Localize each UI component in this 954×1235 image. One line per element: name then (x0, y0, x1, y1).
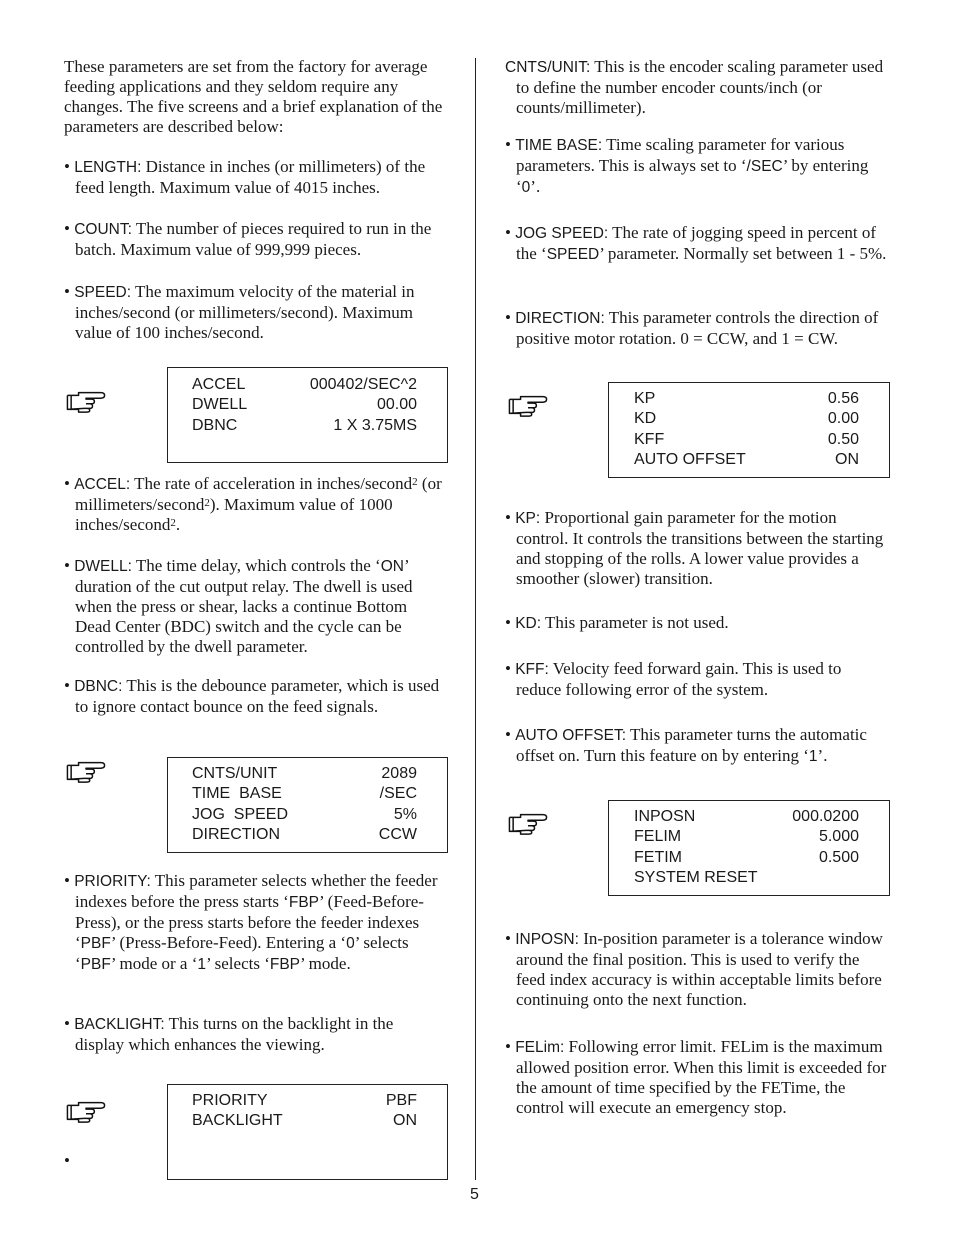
param-direction: • DIRECTION: This parameter controls the direction of positive motor rotation. 0 = CCW, and 1 = CW. (505, 308, 879, 348)
param-key: AUTO OFFSET: (515, 727, 627, 744)
display-screen-accel (167, 367, 448, 463)
param-inposn: • INPOSN: In-position parameter is a tolerance window around the final position. This is used to verify the feed index accuracy is within acceptable limits before continuing onto the next function. (505, 929, 883, 1009)
param-key: DIRECTION: (515, 310, 605, 327)
param-count: • COUNT: The number of pieces required to run in the batch. Maximum value of 999,999 pieces. (64, 219, 432, 259)
screen-row (634, 868, 859, 888)
column-divider (475, 58, 476, 1180)
param-kd: • KD: This parameter is not used. (505, 613, 729, 632)
stray-bullet: • (64, 1151, 70, 1170)
screen-row (192, 825, 417, 845)
param-key: PRIORITY: (74, 873, 151, 890)
screen-row (192, 1111, 417, 1131)
param-key: COUNT: (74, 221, 132, 238)
screen-row (634, 807, 859, 827)
intro-paragraph: These parameters are set from the factory for average feeding applications and they seldom require any changes. The five screens and a brief explanation of the parameters are described below: (64, 57, 443, 136)
screen-label: PRIORITY (192, 1092, 268, 1109)
screen-value: 0.500 (818, 848, 859, 866)
screen-label: TIME BASE (192, 785, 282, 803)
param-auto-offset: • AUTO OFFSET: This parameter turns the automatic offset on. Turn this feature on by entering ‘1’. (505, 725, 867, 765)
pointing-hand-icon (506, 810, 550, 836)
screen-value: 0.50 (827, 430, 859, 448)
screen-value: 1 X 3.75MS (333, 416, 417, 434)
screen-label: KFF (634, 430, 665, 448)
param-key: FELim: (515, 1039, 565, 1056)
param-cnts-unit: CNTS/UNIT: This is the encoder scaling parameter used to define the number encoder counts/inch (or counts/millimeter). (505, 57, 884, 117)
screen-label: KP (634, 390, 656, 407)
param-speed: • SPEED: The maximum velocity of the material in inches/second (or millimeters/second). Maximum value of 100 inches/second. (64, 282, 415, 342)
param-key: SPEED: (74, 284, 132, 301)
screen-row (192, 375, 417, 395)
param-backlight: • BACKLIGHT: This turns on the backlight in the display which enhances the viewing. (64, 1014, 394, 1054)
screen-value: ON (835, 450, 859, 468)
screen-value: 0.56 (827, 390, 859, 407)
screen-label: KD (634, 410, 657, 428)
screen-value: 2089 (381, 765, 417, 782)
screen-label: DBNC (192, 416, 238, 434)
display-screen-encoder (167, 757, 448, 853)
param-key: ACCEL: (74, 476, 131, 493)
screen-label: AUTO OFFSET (634, 450, 746, 468)
param-kp: • KP: Proportional gain parameter for the motion control. It controls the transitions between the starting and stopping of the rolls. A lower value provides a smoother (slower) transition. (505, 508, 884, 588)
screen-row (634, 389, 859, 409)
pointing-hand-icon (64, 758, 108, 784)
param-time-base: • TIME BASE: Time scaling parameter for various parameters. This is always set to ‘/SEC’ by entering ‘0’. (505, 135, 869, 196)
param-kff: • KFF: Velocity feed forward gain. This is used to reduce following error of the system. (505, 659, 842, 699)
display-screen-position (608, 800, 890, 896)
screen-value: 5.000 (818, 828, 859, 846)
param-key: JOG SPEED: (515, 225, 609, 242)
screen-row (192, 805, 417, 825)
screen-row (634, 450, 859, 470)
screen-label: BACKLIGHT (192, 1112, 283, 1130)
param-jog-speed: • JOG SPEED: The rate of jogging speed in percent of the ‘SPEED’ parameter. Normally set between 1 - 5%. (505, 223, 887, 263)
param-key: KFF: (515, 661, 549, 678)
screen-value: 000.0200 (792, 808, 859, 825)
screen-label: DWELL (192, 396, 248, 414)
param-key: KP: (515, 510, 541, 527)
param-key: TIME BASE: (515, 137, 603, 154)
screen-row (634, 430, 859, 450)
param-key: KD: (515, 615, 542, 632)
screen-label: SYSTEM RESET (634, 868, 758, 886)
screen-label: FELIM (634, 828, 682, 846)
screen-label: CNTS/UNIT (192, 765, 278, 782)
param-length: • LENGTH: Distance in inches (or millimeters) of the feed length. Maximum value of 4015 inches. (64, 157, 426, 197)
param-felim: • FELim: Following error limit. FELim is the maximum allowed position error. When this limit is exceeded for the amount of time specified by the FETime, the control will execute an emergency stop. (505, 1037, 887, 1117)
pointing-hand-icon (64, 388, 108, 414)
screen-value: /SEC (379, 785, 417, 803)
param-key: LENGTH: (74, 159, 142, 176)
screen-row (192, 416, 417, 436)
param-key: DBNC: (74, 678, 123, 695)
screen-label: INPOSN (634, 808, 696, 825)
param-priority: • PRIORITY: This parameter selects whether the feeder indexes before the press starts ‘FBP’ (Feed-Before-Press), or the press starts before the feeder indexes ‘PBF’ (Press-Before-Feed). Entering a ‘0’ selects ‘PBF’ mode or a ‘1’ selects ‘FBP’ mode. (64, 871, 438, 973)
screen-row (192, 764, 417, 784)
screen-value: 000402/SEC^2 (309, 376, 417, 393)
screen-label: JOG SPEED (192, 805, 289, 823)
screen-value: PBF (385, 1092, 417, 1109)
screen-value: 5% (393, 805, 417, 823)
param-key: DWELL: (74, 558, 132, 575)
pointing-hand-icon (506, 392, 550, 418)
screen-value: CCW (378, 825, 417, 843)
screen-value: 00.00 (376, 396, 417, 414)
page-number: 5 (470, 1186, 479, 1203)
screen-value: 0.00 (827, 410, 859, 428)
param-key: BACKLIGHT: (74, 1016, 165, 1033)
screen-row (634, 409, 859, 429)
param-key: CNTS/UNIT: (505, 59, 591, 76)
display-screen-priority (167, 1084, 448, 1180)
param-accel: • ACCEL: The rate of acceleration in inches/second$^2$ (or millimeters/second$^2$). Maximum value of 1000 inches/second$^2$. (64, 474, 442, 534)
param-dbnc: • DBNC: This is the debounce parameter, which is used to ignore contact bounce on the feed signals. (64, 676, 440, 716)
screen-row (634, 827, 859, 847)
screen-row (192, 395, 417, 415)
param-key: INPOSN: (515, 931, 579, 948)
screen-row (192, 784, 417, 804)
screen-label: DIRECTION (192, 825, 280, 843)
param-dwell: • DWELL: The time delay, which controls the ‘ON’ duration of the cut output relay. The dwell is used when the press or shear, lacks a continue Bottom Dead Center (BDC) switch and the cycle can be controlled by the dwell parameter. (64, 556, 413, 656)
screen-label: FETIM (634, 848, 682, 866)
pointing-hand-icon (64, 1098, 108, 1124)
display-screen-gains (608, 382, 890, 478)
screen-row (634, 848, 859, 868)
screen-row (192, 1091, 417, 1111)
screen-label: ACCEL (192, 376, 246, 393)
screen-value: ON (393, 1112, 417, 1130)
